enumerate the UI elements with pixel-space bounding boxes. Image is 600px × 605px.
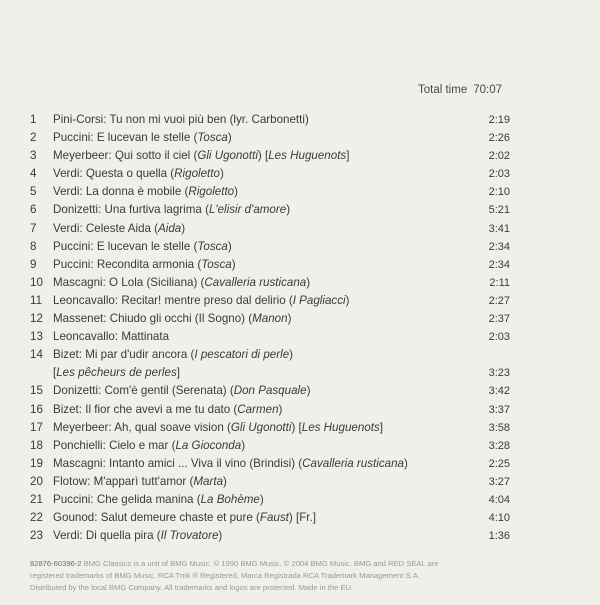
track-title — [53, 455, 472, 473]
track-title — [53, 274, 472, 292]
title-text: Gounod: Salut demeure chaste et pure ( — [53, 511, 260, 525]
opera-title: La Gioconda — [175, 438, 242, 452]
track-title — [53, 220, 472, 238]
track-number: 20 — [30, 474, 43, 488]
title-text: ) — [234, 185, 238, 199]
opera-title: Manon — [252, 312, 288, 326]
title-text: ) — [278, 402, 283, 416]
track-duration: 2:19 — [488, 114, 510, 126]
track-duration: 2:10 — [488, 186, 510, 199]
title-text: Puccini: Che gelida manina ( — [53, 492, 201, 506]
title-text: Donizetti: Una furtiva lagrima ( — [53, 203, 209, 217]
title-text: ] — [346, 149, 350, 163]
total-time-label: Total time — [418, 84, 468, 96]
opera-title: Faust — [259, 511, 289, 525]
track-number: 4 — [30, 167, 37, 181]
opera-title: Cavalleria rusticana — [302, 456, 404, 470]
title-text: Mascagni: Intanto amici ... Viva il vino (Brindisi) ( — [53, 456, 303, 470]
track-number: 16 — [30, 402, 43, 416]
track-row — [30, 382, 512, 400]
title-text: ) — [227, 131, 232, 145]
track-title — [53, 183, 472, 201]
footer-text-2: registered trademarks of BMG Music. RCA Tmk ® Registered, Marca Registrada RCA Trademark Management S.A. — [30, 571, 420, 581]
opera-title: La Bohème — [200, 492, 260, 506]
track-title — [53, 527, 472, 545]
track-duration: 3:37 — [488, 403, 510, 416]
track-duration: 4:04 — [488, 493, 510, 506]
track-row — [30, 346, 512, 364]
track-title — [53, 346, 472, 364]
title-text: ] — [379, 420, 383, 434]
title-text: ) — [241, 438, 246, 452]
title-text: ) — [219, 167, 224, 181]
title-text: ) — [223, 474, 227, 488]
track-duration: 2:11 — [489, 276, 510, 289]
track-row — [30, 165, 512, 183]
opera-title: Aida — [158, 221, 182, 235]
title-text: ) — [289, 348, 294, 362]
title-text: ) — [218, 529, 223, 543]
track-number: 22 — [30, 511, 43, 525]
footer-text-1: BMG Classics is a unit of BMG Music. © 1990 BMG Music. © 2004 BMG Music. BMG and RED SEAL are — [83, 559, 439, 568]
track-number: 8 — [30, 239, 37, 253]
track-number: 11 — [30, 293, 43, 307]
track-title — [53, 328, 472, 346]
track-row — [30, 401, 512, 419]
title-text: Leoncavallo: Recitar! mentre preso dal delirio ( — [53, 293, 293, 307]
opera-title: Carmen — [237, 402, 279, 416]
opera-title: Rigoletto — [174, 167, 220, 181]
title-text: Verdi: Questa o quella ( — [53, 167, 175, 181]
track-row — [30, 129, 512, 147]
title-text: ) — [306, 384, 311, 398]
title-text: Puccini: E lucevan le stelle ( — [53, 131, 198, 145]
track-title — [53, 147, 472, 165]
track-row — [30, 220, 512, 238]
opera-title: Tosca — [201, 257, 232, 271]
track-number: 5 — [30, 185, 37, 199]
track-row — [30, 455, 512, 473]
title-text: ] — [176, 366, 180, 380]
opera-title: I pescatori di perle — [194, 348, 290, 362]
track-row — [30, 328, 512, 346]
track-title — [53, 509, 472, 527]
track-duration: 3:41 — [488, 222, 510, 235]
track-title — [53, 201, 472, 219]
track-row — [30, 238, 512, 256]
track-duration: 2:34 — [488, 258, 510, 271]
track-row — [30, 183, 512, 201]
title-text: Meyerbeer: Ah, qual soave vision ( — [53, 420, 231, 434]
track-title — [53, 256, 472, 274]
track-row — [30, 147, 512, 165]
title-text: Verdi: La donna è mobile ( — [53, 185, 189, 199]
track-duration: 2:03 — [488, 168, 510, 181]
opera-title: Gli Ugonotti — [197, 149, 258, 163]
total-time — [418, 84, 510, 96]
title-text: Leoncavallo: Mattinata — [53, 330, 170, 344]
title-text: Meyerbeer: Qui sotto il ciel ( — [53, 149, 198, 163]
track-number: 18 — [30, 438, 43, 452]
opera-title: Rigoletto — [188, 185, 235, 199]
track-number: 1 — [30, 113, 37, 126]
track-row — [30, 274, 512, 292]
track-number: 6 — [30, 203, 37, 217]
track-title — [53, 473, 472, 491]
title-text: Verdi: Di quella pira ( — [53, 529, 161, 543]
track-title — [53, 419, 472, 437]
track-duration: 2:25 — [488, 457, 510, 470]
title-text: ) [ — [291, 420, 302, 434]
title-text: Donizetti: Com'è gentil (Serenata) ( — [53, 384, 234, 398]
opera-title: Don Pasquale — [233, 384, 307, 398]
track-number: 10 — [30, 275, 43, 289]
track-duration: 1:36 — [488, 530, 510, 543]
track-duration: 2:27 — [488, 294, 510, 307]
track-number: 13 — [30, 330, 43, 344]
track-duration: 4:10 — [488, 512, 510, 525]
opera-title: Tosca — [197, 131, 228, 145]
track-row — [30, 292, 512, 310]
track-number: 7 — [30, 221, 37, 235]
track-duration: 3:23 — [488, 367, 510, 380]
title-text: ) — [345, 293, 350, 307]
title-text: ) — [286, 203, 291, 217]
track-number: 21 — [30, 492, 43, 506]
title-text: Bizet: Mi par d'udir ancora ( — [53, 348, 195, 362]
track-row — [30, 419, 512, 437]
opera-title: Cavalleria rusticana — [204, 275, 307, 289]
track-title — [53, 382, 472, 400]
track-title — [53, 401, 472, 419]
track-title — [53, 491, 472, 509]
track-number: 14 — [30, 348, 43, 362]
track-row — [30, 364, 512, 382]
track-row — [30, 111, 512, 129]
track-number: 19 — [30, 456, 43, 470]
track-duration: 3:27 — [488, 475, 510, 488]
title-text: ) — [306, 275, 311, 289]
track-number: 15 — [30, 384, 43, 398]
opera-title: Tosca — [197, 239, 228, 253]
opera-title: Les Huguenots — [301, 420, 380, 434]
opera-title: Les Huguenots — [268, 149, 347, 163]
total-time-value: 70:07 — [473, 84, 502, 96]
track-title — [53, 238, 472, 256]
track-duration: 3:42 — [488, 385, 510, 398]
track-row — [30, 437, 512, 455]
title-text: [ — [53, 366, 57, 380]
footer-line-1 — [30, 558, 575, 570]
track-title — [53, 310, 472, 328]
title-text: ) — [227, 239, 232, 253]
footer — [30, 558, 575, 595]
track-title — [53, 437, 472, 455]
footer-text-3: Distributed by the local BMG Company. All trademarks and logos are protected. Made in the EU. — [30, 583, 354, 593]
track-list — [30, 111, 512, 545]
title-text: Mascagni: O Lola (Siciliana) ( — [53, 275, 205, 289]
track-number: 2 — [30, 131, 37, 145]
track-duration: 5:21 — [488, 204, 510, 217]
track-duration: 2:34 — [488, 240, 510, 253]
title-text: Ponchielli: Cielo e mar ( — [53, 438, 176, 452]
opera-title: Marta — [193, 474, 224, 488]
track-row — [30, 491, 512, 509]
title-text: ) — [181, 221, 186, 235]
title-text: Pini-Corsi: Tu non mi vuoi più ben (lyr. Carbonetti) — [53, 113, 309, 126]
track-row — [30, 201, 512, 219]
track-row — [30, 509, 512, 527]
opera-title: Gli Ugonotti — [230, 420, 292, 434]
track-title — [53, 111, 472, 129]
title-text: ) [Fr.] — [288, 511, 316, 525]
track-row — [30, 310, 512, 328]
title-text: Verdi: Celeste Aida ( — [53, 221, 159, 235]
track-number: 3 — [30, 149, 37, 163]
track-duration: 3:58 — [488, 421, 510, 434]
opera-title: Les pêcheurs de perles — [56, 366, 177, 380]
track-row — [30, 256, 512, 274]
title-text: Bizet: Il fior che avevi a me tu dato ( — [53, 402, 238, 416]
title-text: Flotow: M'apparì tutt'amor ( — [53, 474, 194, 488]
track-duration: 2:26 — [488, 132, 510, 145]
track-duration: 2:37 — [488, 313, 510, 326]
track-number: 9 — [30, 257, 37, 271]
opera-title: I Pagliacci — [292, 293, 346, 307]
track-row — [30, 473, 512, 491]
track-title — [53, 165, 472, 183]
track-duration: 2:03 — [488, 331, 510, 344]
track-duration: 3:28 — [488, 439, 510, 452]
track-duration: 2:02 — [488, 150, 510, 163]
track-number: 17 — [30, 420, 43, 434]
track-title — [53, 364, 472, 382]
catalog-number: 82876-60396-2 — [30, 559, 82, 568]
title-text: Puccini: Recondita armonia ( — [53, 257, 202, 271]
opera-title: L'elisir d'amore — [208, 203, 287, 217]
title-text: ) [ — [257, 149, 269, 163]
track-title — [53, 129, 472, 147]
title-text: ) — [403, 456, 408, 470]
track-title — [53, 292, 472, 310]
title-text: ) — [287, 312, 292, 326]
track-number: 23 — [30, 529, 43, 543]
title-text: Massenet: Chiudo gli occhi (Il Sogno) ( — [53, 312, 253, 326]
title-text: ) — [259, 492, 264, 506]
title-text: ) — [231, 257, 236, 271]
track-number: 12 — [30, 312, 43, 326]
title-text: Puccini: E lucevan le stelle ( — [53, 239, 198, 253]
track-row — [30, 527, 512, 545]
opera-title: Il Trovatore — [160, 529, 219, 543]
